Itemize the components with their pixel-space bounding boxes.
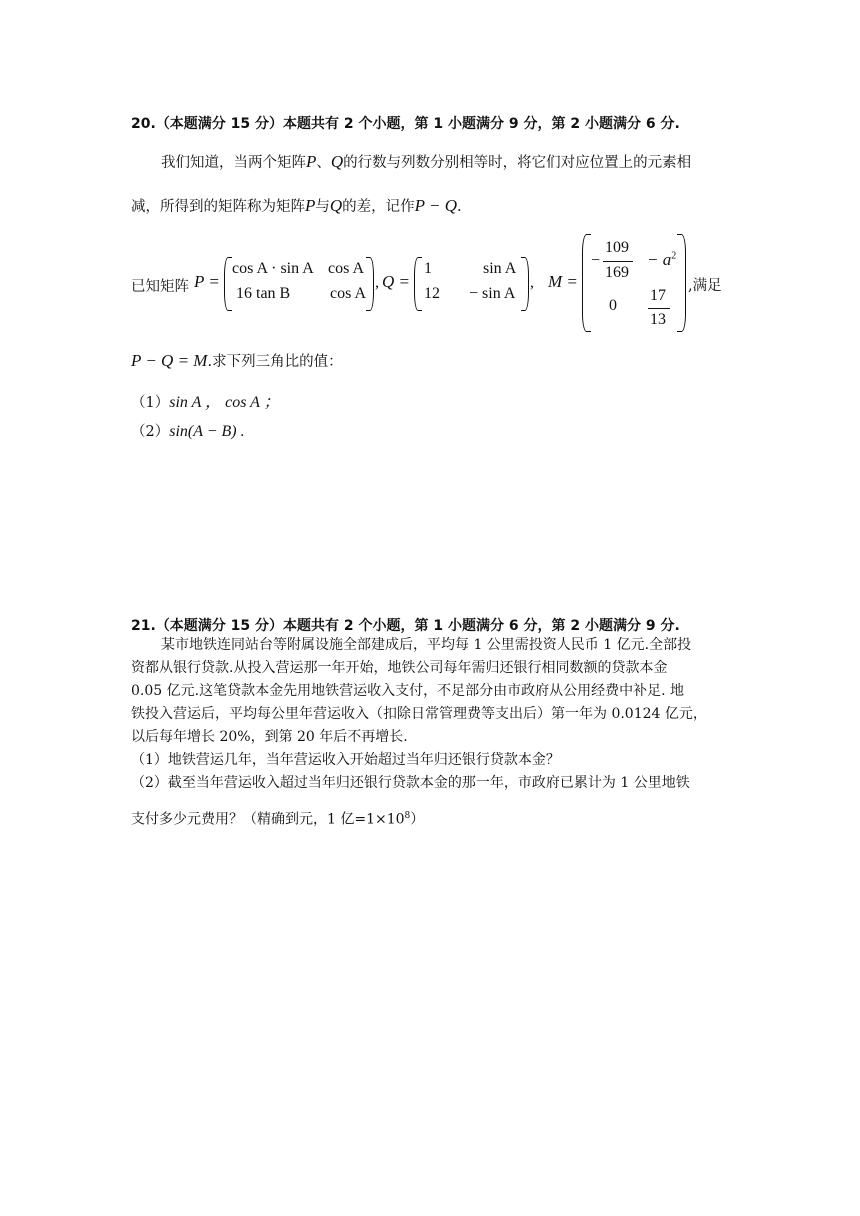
question-expression: sin(A − B) . bbox=[169, 423, 245, 440]
m-a21: 0 bbox=[609, 297, 617, 314]
comma: , bbox=[530, 274, 534, 291]
given-prefix: 已知矩阵 bbox=[131, 279, 189, 295]
m-a11-sign: − bbox=[591, 252, 601, 269]
p-label: P = bbox=[194, 272, 220, 291]
question-21-1: （1）地铁营运几年，当年营运收入开始超过当年归还银行贷款本金？ bbox=[131, 752, 560, 768]
q-a12: sin A bbox=[483, 260, 517, 277]
m-a11-denominator: 169 bbox=[605, 264, 629, 281]
separator: 、 bbox=[316, 155, 331, 171]
question-20-2 bbox=[131, 420, 245, 441]
problem-20-intro-line1 bbox=[161, 151, 691, 172]
question-21-2-continued: 支付多少元费用？（精确到元，1 亿$=1\times 10^8$） bbox=[131, 811, 425, 828]
problem-20-header: 20.（本题满分 15 分）本题共有 2 个小题，第 1 小题满分 9 分，第 2 小题满分 6 分. bbox=[131, 116, 680, 132]
intro-text: 减，所得到的矩阵称为矩阵 bbox=[131, 199, 305, 215]
question-expression: sin A ， cos A ； bbox=[169, 394, 280, 411]
m-a22-denominator: 13 bbox=[650, 311, 666, 328]
intro-text: 的差，记作 bbox=[342, 199, 415, 215]
satisfy-text: ,满足 bbox=[688, 278, 722, 294]
problem-21-line: 资都从银行贷款.从投入营运那一年开始，地铁公司每年需归还银行相同数额的贷款本金 bbox=[131, 660, 668, 676]
question-21-2: （2）截至当年营运收入超过当年归还银行贷款本金的那一年，市政府已累计为 1 公里地铁 bbox=[131, 775, 690, 791]
m-a22-numerator: 17 bbox=[650, 287, 666, 304]
question-number: （1） bbox=[131, 395, 170, 411]
p-a12: cos A bbox=[328, 260, 364, 277]
m-left-bracket bbox=[582, 234, 591, 332]
q-label: Q = bbox=[382, 272, 410, 291]
m-right-bracket bbox=[677, 234, 686, 332]
comma: , bbox=[375, 274, 379, 291]
condition-equation: P − Q = M bbox=[131, 351, 208, 370]
symbol-p: P bbox=[306, 152, 317, 171]
m-a11-fraction-bar bbox=[603, 261, 633, 262]
problem-21-line: 铁投入营运后，平均每公里年营运收入（扣除日常管理费等支出后）第一年为 0.0124 亿元， bbox=[131, 706, 707, 722]
m-a12: − $a^2$ bbox=[647, 250, 677, 269]
m-a11-numerator: 109 bbox=[605, 239, 629, 256]
difference-expression: P − Q bbox=[414, 196, 457, 215]
q-right-bracket bbox=[521, 257, 529, 311]
q-a22: − sin A bbox=[469, 285, 516, 302]
m-a22-fraction-bar bbox=[648, 308, 670, 309]
p-a11: cos A · sin A bbox=[232, 260, 314, 277]
q-a21: 12 bbox=[424, 285, 440, 302]
intro-text: 我们知道，当两个矩阵 bbox=[161, 155, 306, 171]
period: . bbox=[457, 199, 462, 215]
q-left-bracket bbox=[414, 257, 422, 311]
condition-tail: .求下列三角比的值： bbox=[207, 354, 343, 370]
q-a11: 1 bbox=[424, 260, 432, 277]
problem-21-line: 某市地铁连同站台等附属设施全部建成后，平均每 1 公里需投资人民币 1 亿元.全部投 bbox=[161, 637, 692, 653]
problem-20-intro-line2 bbox=[131, 195, 462, 216]
p-left-bracket bbox=[224, 257, 232, 311]
intro-text: 的行数与列数分别相等时，将它们对应位置上的元素相 bbox=[343, 155, 692, 171]
p-a22: cos A bbox=[330, 285, 366, 302]
condition-line bbox=[131, 350, 343, 371]
symbol-q: Q bbox=[330, 152, 344, 171]
p-a21: 16 tan B bbox=[236, 285, 291, 302]
problem-21-line: 0.05 亿元.这笔贷款本金先用地铁营运收入支付，不足部分由市政府从公用经费中补足. 地 bbox=[131, 683, 684, 699]
symbol-p: P bbox=[305, 196, 316, 215]
question-20-1 bbox=[131, 389, 280, 412]
m-label: M = bbox=[548, 272, 578, 291]
problem-21-line: 以后每年增长 20%，到第 20 年后不再增长. bbox=[131, 729, 408, 745]
problem-21-header: 21.（本题满分 15 分）本题共有 2 个小题，第 1 小题满分 6 分，第 2 小题满分 9 分. bbox=[131, 618, 680, 634]
intro-text: 与 bbox=[315, 199, 330, 215]
symbol-q: Q bbox=[329, 196, 343, 215]
question-number: （2） bbox=[131, 424, 170, 440]
p-right-bracket bbox=[366, 257, 374, 311]
